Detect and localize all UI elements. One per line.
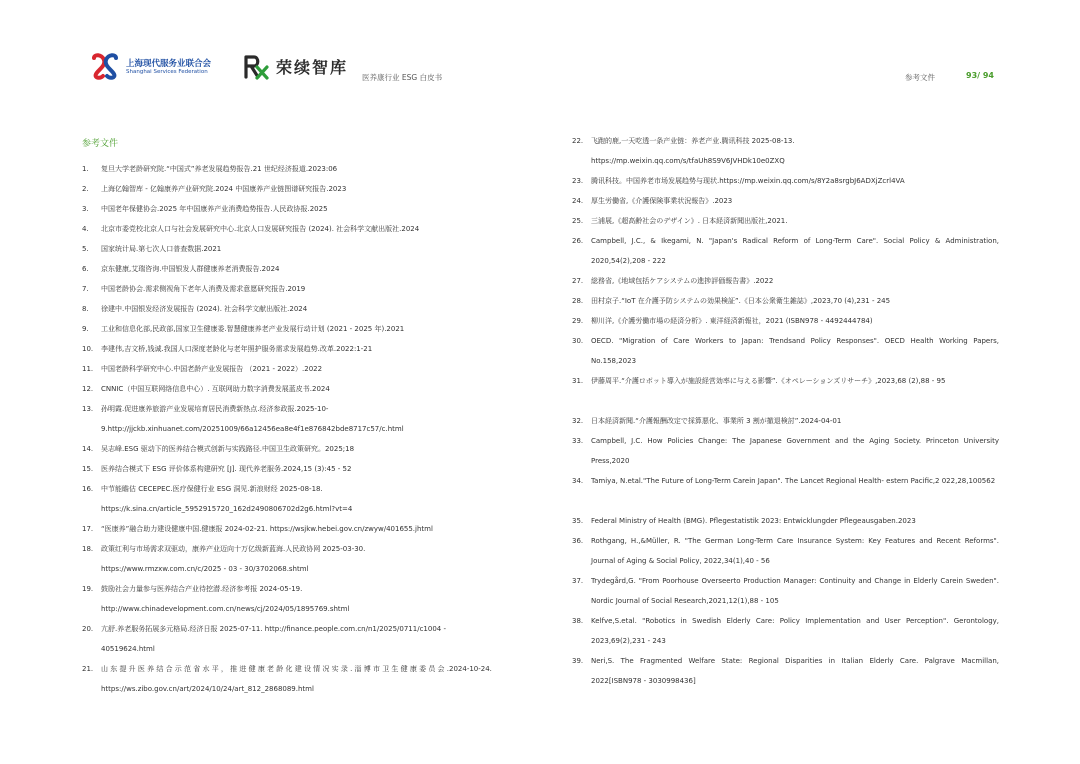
reference-number: 18.: [82, 545, 94, 553]
reference-number: 8.: [82, 305, 89, 313]
reference-text: 北京市委党校北京人口与社会发展研究中心.北京人口发展研究报告 (2024). 社会科学文献出版社.2024: [101, 225, 420, 233]
reference-text: 上海亿翰智库 - 亿翰康养产业研究院.2024 中国康养产业链图谱研究报告.2023: [101, 185, 347, 193]
reference-text: Rothgang, H.,&Müller, R. "The German Long-Term Care Insurance System: Key Features and Recent Reforms". Journal of Aging & Social Policy, 2022,34(1),40 - 56: [591, 537, 999, 565]
reference-text: Campbell, J.C., & Ikegami, N. "Japan's Radical Reform of Long-Term Care". Social Policy & Administration, 2020,54(2),208 - 222: [591, 237, 999, 265]
reference-text: Campbell, J.C. How Policies Change: The Japanese Government and the Aging Society. Princeton University Press,2020: [591, 437, 999, 465]
reference-number: 2.: [82, 185, 89, 193]
reference-number: 21.: [82, 665, 94, 673]
reference-number: 17.: [82, 525, 94, 533]
ssf-logo-en: Shanghai Services Federation: [126, 69, 208, 75]
reference-text: 山 东 提 升 医 养 结 合 示 范 省 水 平 ， 推 进 健 康 老 龄 化 建 设 情 况 实 录 . 淄 博 市 卫 生 健 康 委 员 会 .2024-10-24.: [101, 665, 492, 673]
reference-text: 中国老龄协会.需求侧视角下老年人消费及需求意愿研究报告.2019: [101, 285, 306, 293]
reference-url[interactable]: 9.http://jjckb.xinhuanet.com/20251009/66a12456ea8e4f1e876842bde8717c57/c.html: [101, 425, 404, 433]
reference-number: 7.: [82, 285, 89, 293]
reference-number: 34.: [572, 477, 584, 485]
reference-text: 工业和信息化部,民政部,国家卫生健康委.智慧健康养老产业发展行动计划 (2021 - 2025 年).2021: [101, 325, 405, 333]
reference-number: 12.: [82, 385, 94, 393]
reference-url[interactable]: https://ws.zibo.gov.cn/art/2024/10/24/art_812_2868089.html: [101, 685, 314, 693]
reference-text: 腾讯科技。中国养老市场发展趋势与现状.https://mp.weixin.qq.com/s/8Y2a8srgbJ6ADXjZcrl4VA: [591, 177, 905, 185]
reference-number: 25.: [572, 217, 584, 225]
reference-text: 李建伟,吉文桥,钱诚.我国人口深度老龄化与老年照护服务需求发展趋势.改革.2022:1-21: [101, 345, 373, 353]
document-title: 医养康行业 ESG 白皮书: [362, 73, 443, 82]
reference-number: 38.: [572, 617, 584, 625]
reference-text: Neri,S. The Fragmented Welfare State: Regional Disparities in Italian Elderly Care. Palgrave Macmillan, 2022[ISBN978 - 3030998436]: [591, 657, 999, 685]
reference-text: 复旦大学老龄研究院.“中国式”养老发展趋势报告.21 世纪经济报道.2023:06: [101, 165, 338, 173]
reference-text: 三浦展,《超高齢社会のデザイン》. 日本経済新聞出版社,2021.: [591, 217, 788, 225]
reference-number: 4.: [82, 225, 89, 233]
reference-url[interactable]: https://www.rmzxw.com.cn/c/2025 - 03 - 30/3702068.shtml: [101, 565, 309, 573]
reference-number: 31.: [572, 377, 584, 385]
ssf-logo-cn: 上海现代服务业联合会: [126, 59, 212, 69]
reference-url[interactable]: https://mp.weixin.qq.com/s/tfaUh8S9V6JVHDk10e0ZXQ: [591, 157, 785, 165]
reference-number: 32.: [572, 417, 584, 425]
reference-text: 亢舒.养老服务拓展多元格局.经济日报 2025-07-11. http://finance.people.com.cn/n1/2025/0711/c1004 -: [101, 625, 446, 633]
reference-text: 厚生労働省,《介護保険事業状況報告》.2023: [591, 197, 733, 205]
reference-text: 中国老龄科学研究中心.中国老龄产业发展报告 （2021 - 2022）.2022: [101, 365, 323, 373]
reference-text: 吴志峰.ESG 驱动下的医养结合模式创新与实践路径.中国卫生政策研究。2025;18: [101, 445, 355, 453]
reference-number: 33.: [572, 437, 584, 445]
section-title: 参考文件: [82, 139, 119, 149]
reference-text: 国家统计局.第七次人口普查数据.2021: [101, 245, 222, 253]
reference-url[interactable]: 40519624.html: [101, 645, 155, 653]
reference-number: 6.: [82, 265, 89, 273]
reference-text: 中节能瞻估 CECEPEC.医疗保健行业 ESG 洞见.新浪财经 2025-08-18.: [101, 485, 323, 493]
reference-number: 1.: [82, 165, 89, 173]
reference-text: 田村京子.“IoT 在介護予防システムの効果検証”.《日本公衆衛生雑誌》,2023,70 (4),231 - 245: [591, 297, 891, 305]
reference-number: 24.: [572, 197, 584, 205]
reference-text: 日本経済新聞.“介護報酬改定で採算悪化、事業所 3 割が撤退検討”.2024-04-01: [591, 417, 842, 425]
reference-number: 28.: [572, 297, 584, 305]
reference-number: 3.: [82, 205, 89, 213]
reference-number: 23.: [572, 177, 584, 185]
reference-text: Federal Ministry of Health (BMG). Pflegestatistik 2023: Entwicklungder Pflegeausgaben.2023: [591, 517, 916, 525]
reference-text: 飞跑的鹿,一天吃透一条产业链：养老产业.腾讯科技 2025-08-13.: [591, 137, 795, 145]
reference-text: 総務省,《地域包括ケアシステムの進捗評価報告書》.2022: [591, 277, 774, 285]
reference-number: 29.: [572, 317, 584, 325]
page-header: [0, 0, 1080, 100]
reference-number: 14.: [82, 445, 94, 453]
rx-logo-icon: [243, 54, 269, 80]
reference-number: 16.: [82, 485, 94, 493]
reference-text: 孙明霞.促进康养旅游产业发展培育居民消费新热点.经济参政报.2025-10-: [101, 405, 329, 413]
rx-logo-text: 荣续智库: [276, 58, 349, 77]
reference-number: 35.: [572, 517, 584, 525]
reference-url[interactable]: https://k.sina.cn/article_5952915720_162d2490806702d2g6.html?vt=4: [101, 505, 353, 513]
reference-number: 37.: [572, 577, 584, 585]
reference-number: 26.: [572, 237, 584, 245]
reference-text: 政策红利与市场需求双驱动，康养产业迈向十万亿级新蓝海.人民政协网 2025-03-30.: [101, 545, 366, 553]
reference-text: 徐建中.中国银发经济发展报告 (2024). 社会科学文献出版社.2024: [101, 305, 308, 313]
reference-text: 中国老年保健协会.2025 年中国康养产业消费趋势报告.人民政协报.2025: [101, 205, 328, 213]
reference-text: Kelfve,S.etal. "Robotics in Swedish Elderly Care: Policy Implementation and User Perception". Gerontology, 2023,69(2),231 - 243: [591, 617, 999, 645]
reference-text: 医养结合模式下 ESG 评价体系构建研究 [J]. 现代养老服务.2024,15 (3):45 - 52: [101, 465, 352, 473]
reference-text: 柳川洋,《介護労働市場の経済分析》. 東洋経済新報社，2021 (ISBN978 - 4492444784): [591, 317, 873, 325]
reference-number: 5.: [82, 245, 89, 253]
reference-text: “医康养”融合助力建设健康中国.健康报 2024-02-21. https://wsjkw.hebei.gov.cn/zwyw/401655.jhtml: [101, 525, 433, 533]
ssf-logo-icon: [90, 52, 120, 80]
reference-text: 鼓励社会力量参与医养结合产业待挖潜.经济参考报 2024-05-19.: [101, 585, 303, 593]
reference-number: 11.: [82, 365, 94, 373]
reference-number: 15.: [82, 465, 94, 473]
page-number: 93/ 94: [966, 71, 994, 80]
reference-text: OECD. "Migration of Care Workers to Japan: Trendsand Policy Responses". OECD Health Working Papers, No.158,2023: [591, 337, 999, 365]
reference-number: 36.: [572, 537, 584, 545]
reference-text: 京东健康,艾瑞咨询.中国银发人群健康养老消费报告.2024: [101, 265, 280, 273]
reference-number: 13.: [82, 405, 94, 413]
reference-text: 伊藤周平.“介護ロボット導入が施設経営効率に与える影響”.《オペレーションズリサーチ》,2023,68 (2),88 - 95: [591, 377, 946, 385]
reference-number: 30.: [572, 337, 584, 345]
reference-url[interactable]: http://www.chinadevelopment.com.cn/news/cj/2024/05/1895769.shtml: [101, 605, 350, 613]
reference-number: 39.: [572, 657, 584, 665]
reference-number: 19.: [82, 585, 94, 593]
reference-number: 27.: [572, 277, 584, 285]
header-section-name: 参考文件: [905, 73, 935, 82]
reference-number: 20.: [82, 625, 94, 633]
reference-text: Tamiya, N.etal."The Future of Long-Term Carein Japan". The Lancet Regional Health- estern Pacific,2 022,28,100562: [591, 477, 996, 485]
reference-number: 9.: [82, 325, 89, 333]
reference-text: CNNIC（中国互联网络信息中心）. 互联网助力数字消费发展蓝皮书.2024: [101, 385, 330, 393]
reference-number: 22.: [572, 137, 584, 145]
reference-number: 10.: [82, 345, 94, 353]
reference-text: Trydegård,G. "From Poorhouse Overseerto Production Manager: Continuity and Change in Elderly Carein Sweden". Nordic Journal of Social Research,2021,12(1),88 - 105: [591, 577, 999, 605]
